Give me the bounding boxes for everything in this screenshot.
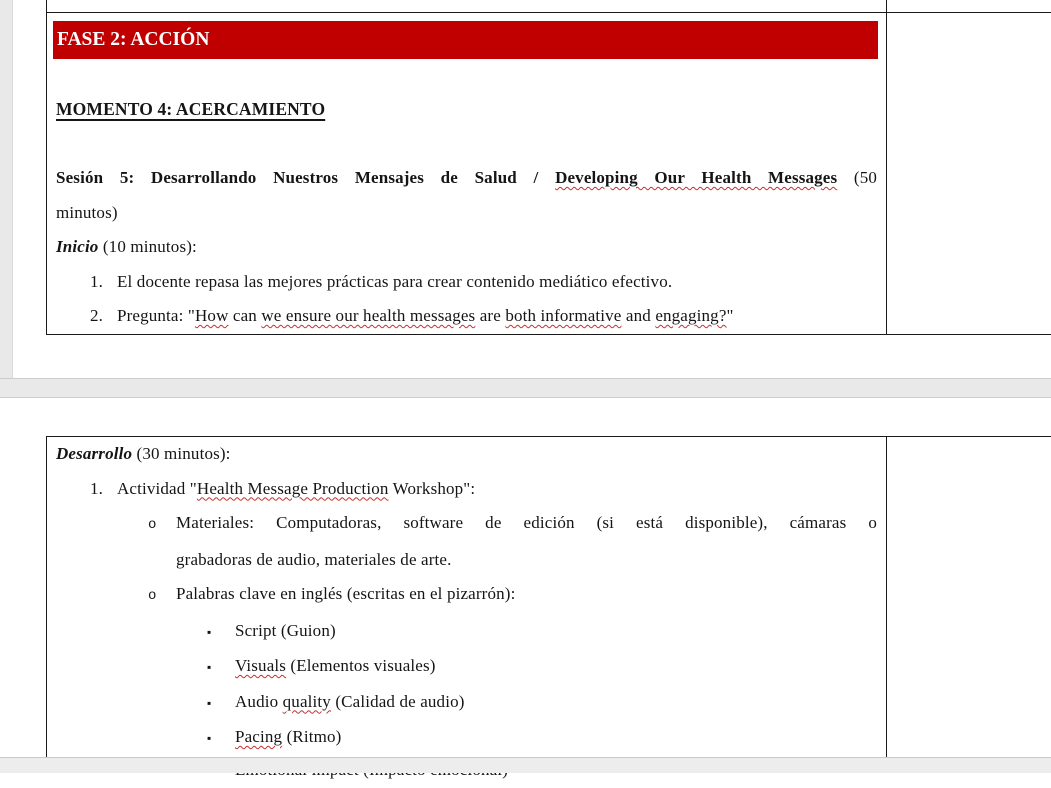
misspelled-word: Visuals: [235, 656, 286, 675]
list-item: [56, 265, 877, 300]
inicio-heading: [56, 230, 877, 265]
table1-bottom-border: [46, 334, 1051, 335]
misspelled-phrase: Health Message Production: [197, 479, 389, 498]
keyword-text: Audio: [235, 692, 283, 711]
circle-bullet-icon: o: [148, 579, 176, 614]
keyword-translation: (Calidad de audio): [331, 692, 465, 711]
phase-banner: FASE 2: ACCIÓN: [53, 21, 878, 59]
keyword-bullet-item: [56, 614, 877, 650]
lesson-plan-cell-page2: [47, 437, 886, 788]
misspelled-phrase: both informative: [505, 306, 621, 325]
session-title-line-2: minutos): [56, 196, 877, 231]
page-edge-margin: [0, 0, 13, 378]
palabras-text: Palabras clave en inglés (escritas en el pizarrón):: [176, 584, 515, 603]
square-bullet-icon: ▪: [207, 615, 235, 650]
list-item-text: Actividad ": [117, 479, 197, 498]
blank-line: [56, 59, 877, 92]
list-number: 2.: [90, 299, 117, 334]
keyword-bullet-item: [56, 685, 877, 721]
page-break-separator[interactable]: [0, 757, 1051, 773]
keyword-bullet-item: [56, 649, 877, 685]
session-title-spanish: Sesión 5: Desarrollando Nuestros Mensajes de Salud /: [56, 168, 555, 187]
list-item-text: Workshop":: [389, 479, 476, 498]
misspelled-word: Pacing: [235, 727, 282, 746]
table1-column-divider: [886, 0, 887, 335]
list-item-text: and: [622, 306, 656, 325]
materiales-text-line-2: grabadoras de audio, materiales de arte.: [56, 543, 877, 578]
misspelled-word: quality: [283, 692, 331, 711]
list-item: [56, 472, 877, 507]
circle-bullet-icon: o: [148, 508, 176, 543]
lesson-plan-cell-page1: [47, 13, 886, 334]
materiales-text-line-1: Materiales: Computadoras, software de edición (si está disponible), cámaras o: [176, 513, 877, 532]
square-bullet-icon: ▪: [207, 721, 235, 756]
list-number: 1.: [90, 472, 117, 507]
inicio-label: Inicio: [56, 237, 98, 256]
document-page-1[interactable]: [0, 0, 1051, 378]
square-bullet-icon: ▪: [207, 650, 235, 685]
sub-bullet-item: [56, 506, 877, 543]
list-item: [56, 299, 877, 334]
session-title-english: Developing Our Health Messages: [555, 168, 837, 187]
misspelled-phrase: we ensure our health messages: [261, 306, 475, 325]
document-page-2[interactable]: [0, 398, 1051, 757]
session-title-line-1: [56, 161, 877, 196]
keyword-translation: (Elementos visuales): [286, 656, 436, 675]
list-item-text: are: [475, 306, 505, 325]
square-bullet-icon: ▪: [207, 686, 235, 721]
desarrollo-duration: (30 minutos):: [132, 444, 230, 463]
table2-column-divider: [886, 436, 887, 757]
list-number: 1.: [90, 265, 117, 300]
keyword-text: Script (Guion): [235, 621, 336, 640]
list-item-text: ": [727, 306, 734, 325]
inicio-duration: (10 minutos):: [98, 237, 196, 256]
desarrollo-heading: [56, 437, 877, 472]
section-heading: MOMENTO 4: ACERCAMIENTO: [56, 92, 877, 127]
list-item-text: Pregunta: ": [117, 306, 195, 325]
sub-bullet-item: [56, 577, 877, 614]
blank-line: [56, 127, 877, 162]
keyword-bullet-item: [56, 720, 877, 756]
list-item-text: El docente repasa las mejores prácticas para crear contenido mediático efectivo.: [117, 272, 672, 291]
misspelled-word: How: [195, 306, 229, 325]
keyword-translation: (Ritmo): [282, 727, 341, 746]
session-duration-open: (50: [837, 168, 877, 187]
list-item-text: can: [229, 306, 262, 325]
misspelled-word: engaging?: [655, 306, 726, 325]
page-break-separator[interactable]: [0, 378, 1051, 398]
desarrollo-label: Desarrollo: [56, 444, 132, 463]
